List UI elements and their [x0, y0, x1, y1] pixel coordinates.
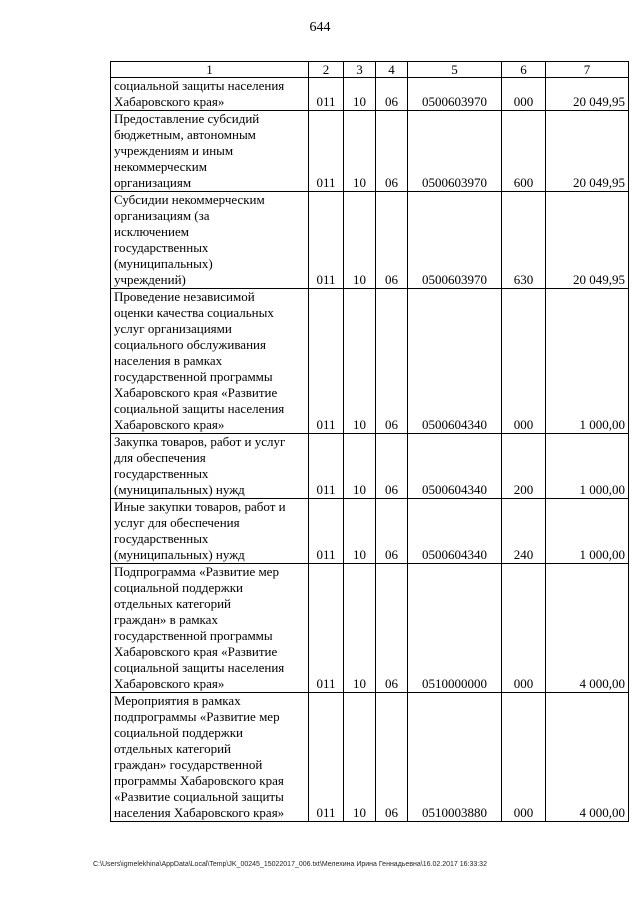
column-header: 1 [111, 62, 309, 78]
table-row [111, 111, 629, 192]
target-article-code: 0500603970 [408, 111, 502, 192]
subsection-code: 06 [376, 499, 408, 564]
target-article-code: 0510000000 [408, 564, 502, 693]
ministry-code: 011 [309, 289, 344, 434]
target-article-code: 0500604340 [408, 434, 502, 499]
subsection-code: 06 [376, 289, 408, 434]
table-header-row [111, 62, 629, 78]
table-row [111, 192, 629, 289]
target-article-code: 0500603970 [408, 192, 502, 289]
amount: 20 049,95 [546, 192, 629, 289]
section-code: 10 [344, 289, 376, 434]
expense-type-code: 630 [502, 192, 546, 289]
target-article-code: 0510003880 [408, 693, 502, 822]
ministry-code: 011 [309, 693, 344, 822]
ministry-code: 011 [309, 499, 344, 564]
expense-name: Иные закупки товаров, работ и услуг для обеспечения государственных (муниципальных) нужд [111, 499, 309, 564]
section-code: 10 [344, 78, 376, 111]
expense-name: Подпрограмма «Развитие мер социальной поддержки отдельных категорий граждан» в рамках государственной программы Хабаровского края «Развитие социальной защиты населения Хабаровского края» [111, 564, 309, 693]
subsection-code: 06 [376, 564, 408, 693]
ministry-code: 011 [309, 192, 344, 289]
section-code: 10 [344, 192, 376, 289]
section-code: 10 [344, 499, 376, 564]
subsection-code: 06 [376, 78, 408, 111]
table-row [111, 289, 629, 434]
expense-type-code: 200 [502, 434, 546, 499]
target-article-code: 0500603970 [408, 78, 502, 111]
amount: 4 000,00 [546, 693, 629, 822]
table-row [111, 434, 629, 499]
amount: 4 000,00 [546, 564, 629, 693]
ministry-code: 011 [309, 564, 344, 693]
expense-type-code: 000 [502, 289, 546, 434]
expense-name: Закупка товаров, работ и услуг для обеспечения государственных (муниципальных) нужд [111, 434, 309, 499]
table-row [111, 78, 629, 111]
expense-type-code: 000 [502, 564, 546, 693]
column-header: 3 [344, 62, 376, 78]
subsection-code: 06 [376, 434, 408, 499]
target-article-code: 0500604340 [408, 499, 502, 564]
expense-type-code: 600 [502, 111, 546, 192]
target-article-code: 0500604340 [408, 289, 502, 434]
section-code: 10 [344, 564, 376, 693]
table-row [111, 564, 629, 693]
expense-name: Мероприятия в рамках подпрограммы «Развитие мер социальной поддержки отдельных категорий граждан» государственной программы Хабаровского края «Развитие социальной защиты населения Хабаровского края» [111, 693, 309, 822]
amount: 1 000,00 [546, 499, 629, 564]
section-code: 10 [344, 111, 376, 192]
subsection-code: 06 [376, 111, 408, 192]
expense-type-code: 240 [502, 499, 546, 564]
column-header: 4 [376, 62, 408, 78]
expense-name: Предоставление субсидий бюджетным, автономным учреждениям и иным некоммерческим организациям [111, 111, 309, 192]
subsection-code: 06 [376, 192, 408, 289]
column-header: 2 [309, 62, 344, 78]
amount: 20 049,95 [546, 78, 629, 111]
amount: 20 049,95 [546, 111, 629, 192]
table-row [111, 693, 629, 822]
section-code: 10 [344, 693, 376, 822]
column-header: 6 [502, 62, 546, 78]
ministry-code: 011 [309, 434, 344, 499]
subsection-code: 06 [376, 693, 408, 822]
expense-name: Проведение независимой оценки качества социальных услуг организациями социального обслуживания населения в рамках государственной программы Хабаровского края «Развитие социальной защиты населения Хабаровского края» [111, 289, 309, 434]
column-header: 7 [546, 62, 629, 78]
ministry-code: 011 [309, 111, 344, 192]
page-number: 644 [309, 20, 331, 35]
amount: 1 000,00 [546, 289, 629, 434]
table-row [111, 499, 629, 564]
file-path-footer: C:\Users\igmelekhina\AppData\Local\Temp\JK_00245_15022017_006.txt\Мелехина Ирина Геннадьевна\16.02.2017 16:33:32 [93, 861, 487, 868]
expense-type-code: 000 [502, 78, 546, 111]
budget-table [110, 61, 629, 822]
section-code: 10 [344, 434, 376, 499]
expense-type-code: 000 [502, 693, 546, 822]
amount: 1 000,00 [546, 434, 629, 499]
ministry-code: 011 [309, 78, 344, 111]
expense-name: социальной защиты населения Хабаровского края» [111, 78, 309, 111]
expense-name: Субсидии некоммерческим организациям (за исключением государственных (муниципальных) учреждений) [111, 192, 309, 289]
column-header: 5 [408, 62, 502, 78]
